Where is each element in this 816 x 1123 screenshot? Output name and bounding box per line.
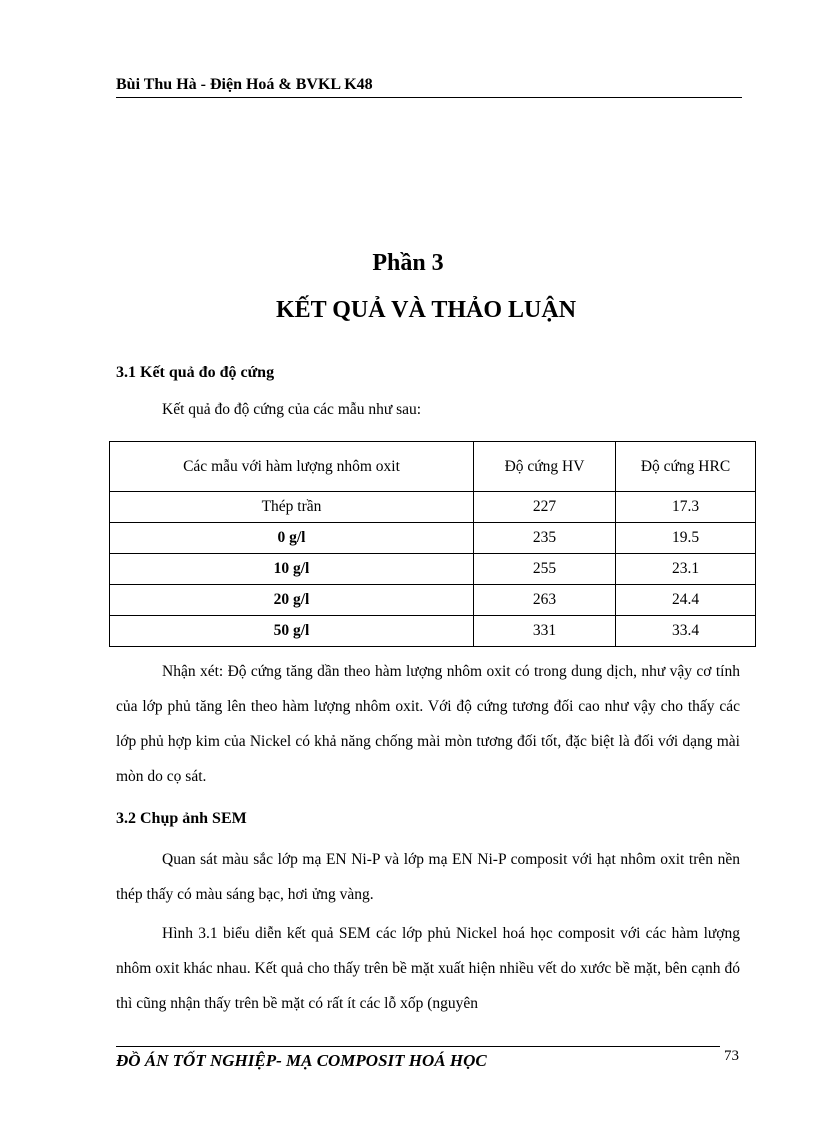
sem-paragraph-2-text: Hình 3.1 biểu diễn kết quả SEM các lớp phủ Nickel hoá học composit với các hàm lượng nhôm oxit khác nhau. Kết quả cho thấy trên bề mặt xuất hiện nhiều vết do xước bề mặt, bên cạnh đó thì cũng nhận thấy trên bề mặt có rất ít các lỗ xốp (nguyên (116, 925, 740, 1012)
table-row (110, 492, 756, 523)
sem-paragraph-1 (116, 842, 740, 912)
table-row (110, 523, 756, 554)
page-header: Bùi Thu Hà - Điện Hoá & BVKL K48 (116, 76, 373, 93)
hardness-remark (116, 654, 740, 794)
table-row (110, 616, 756, 647)
table-cell-hrc: 33.4 (616, 616, 756, 647)
page-footer: ĐỒ ÁN TỐT NGHIỆP- MẠ COMPOSIT HOÁ HỌC (116, 1051, 487, 1070)
table-header-cell: Các mẫu với hàm lượng nhôm oxit (110, 442, 474, 492)
chapter-title: KẾT QUẢ VÀ THẢO LUẬN (275, 297, 577, 323)
table-cell-sample: Thép trần (110, 492, 474, 523)
header-rule (116, 97, 742, 98)
table-row (110, 554, 756, 585)
table-header-row (110, 442, 756, 492)
table-cell-sample: 50 g/l (110, 616, 474, 647)
footer-rule (116, 1046, 720, 1047)
sem-paragraph-1-text: Quan sát màu sắc lớp mạ EN Ni-P và lớp mạ EN Ni-P composit với hạt nhôm oxit trên nền thép thấy có màu sáng bạc, hơi ửng vàng. (116, 851, 740, 903)
hardness-intro-text: Kết quả đo độ cứng của các mẫu như sau: (162, 401, 422, 418)
table-cell-sample: 10 g/l (110, 554, 474, 585)
table-cell-hrc: 23.1 (616, 554, 756, 585)
hardness-intro (116, 392, 740, 427)
table-cell-hv: 227 (474, 492, 616, 523)
table-row (110, 585, 756, 616)
table-cell-hv: 331 (474, 616, 616, 647)
table-header-cell: Độ cứng HRC (616, 442, 756, 492)
section-heading-hardness: 3.1 Kết quả đo độ cứng (116, 364, 275, 381)
table-cell-sample: 0 g/l (110, 523, 474, 554)
part-title: Phần 3 (372, 250, 444, 276)
table-cell-hrc: 19.5 (616, 523, 756, 554)
sem-paragraph-2 (116, 916, 740, 1021)
table-cell-hv: 255 (474, 554, 616, 585)
table-cell-sample: 20 g/l (110, 585, 474, 616)
table-cell-hv: 235 (474, 523, 616, 554)
table-cell-hv: 263 (474, 585, 616, 616)
hardness-table (109, 441, 756, 647)
table-cell-hrc: 17.3 (616, 492, 756, 523)
table-header-cell: Độ cứng HV (474, 442, 616, 492)
table-cell-hrc: 24.4 (616, 585, 756, 616)
page-number: 73 (724, 1048, 739, 1064)
section-heading-sem: 3.2 Chụp ảnh SEM (116, 810, 247, 827)
hardness-remark-text: Nhận xét: Độ cứng tăng dần theo hàm lượng nhôm oxit có trong dung dịch, như vậy cơ tính của lớp phủ tăng lên theo hàm lượng nhôm oxit. Với độ cứng tương đối cao như vậy cho thấy các lớp phủ hợp kim của Nickel có khả năng chống mài mòn tương đối tốt, đặc biệt là đối với dạng mài mòn do cọ sát. (116, 663, 740, 785)
